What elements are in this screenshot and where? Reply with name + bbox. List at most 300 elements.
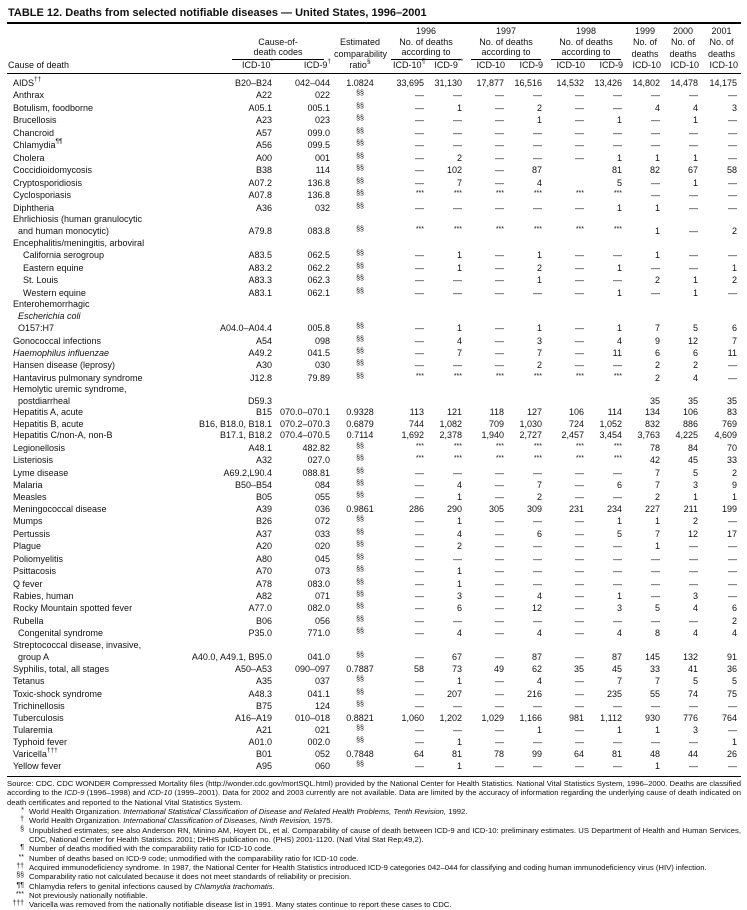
cell-icd9: 083.8 [307,226,330,237]
cell-1998-icd9: 11 [612,347,622,358]
cell-1996-icd10: 58 [413,663,424,674]
cell-1998-icd9: — [613,541,622,552]
cell-1996-icd9: 1,202 [439,712,462,723]
cell-1997-icd9: 2 [536,262,542,273]
cell-1997-icd10: — [495,165,504,176]
cell-1996-icd10: — [415,347,424,358]
cell-1998-icd9: — [613,250,622,261]
footnote-marker: §§ [356,115,364,123]
cell-icd9: 056 [314,615,330,626]
cell-comparability-ratio [334,590,386,602]
footnote-marker: † [20,816,24,824]
cell-icd9: 082.0 [307,603,330,614]
deaths-1997-line1: No. of deaths [479,36,533,47]
cell-1996-icd10: — [415,492,424,503]
cell-icd9: 099.0 [307,127,330,138]
cell-1996-icd10: — [415,90,424,101]
cell-1996-icd10: — [415,250,424,261]
cell-1998-icd10: — [575,479,584,490]
cell-1996-icd9: 1 [456,737,462,748]
cell-icd9: 033 [314,528,330,539]
cell-1996-icd10: — [415,102,424,113]
footnote: ¶¶ Chlamydia refers to genital infections caused by Chlamydia trachomatis. [7,882,741,891]
cell-1998-icd9 [588,238,626,249]
cell-1999: 14,802 [632,78,660,88]
cell-1998-icd10: — [575,566,584,577]
cell-1998-icd10: — [575,467,584,478]
table-row [7,749,741,760]
cell-1998-icd9: 114 [607,407,622,418]
cell-label: Listeriosis [13,455,54,466]
cell-label: Anthrax [13,90,45,101]
cell-1997-icd10: — [495,725,504,736]
cell-icd9: 070.4–070.5 [279,430,330,441]
cell-1999: 5 [654,603,660,614]
cell-1997-icd10: — [495,701,504,712]
cell-1997-icd9: 6 [536,528,542,539]
cell-1997-icd9 [508,238,546,249]
cell-comparability-ratio [334,724,386,736]
cell-1996-icd10: — [415,467,424,478]
cell-icd10: B20–B24 [234,78,272,88]
cell-1998-icd9: 1 [616,202,622,213]
cell-1998-icd10: — [575,676,584,687]
cell-comparability-ratio [334,491,386,503]
cell-1996-icd9: 1 [456,492,462,503]
footnote-marker: * [21,806,24,814]
header-year-row [7,26,741,37]
cell-2001: — [728,578,737,589]
cell-1997-icd9 [508,372,546,384]
cell-1999: 145 [644,652,660,663]
cell-icd10: A54 [255,335,272,346]
cell-1999: — [651,566,660,577]
cell-1996-icd10: — [415,628,424,639]
cell-label: Plague [13,541,42,552]
cell-1998-icd9 [588,372,626,384]
footnote-marker: §§ [356,202,364,210]
cell-comparability-ratio [334,322,386,334]
cell-2000: 41 [687,663,698,674]
cell-label: Rubella [13,615,44,626]
cell-1999: — [651,190,660,201]
table-row [7,700,741,712]
cell-icd9: 041.0 [307,652,330,663]
cell-1996-icd10: — [415,566,424,577]
cell-icd9: 001 [314,152,330,163]
cell-2001: — [728,516,737,527]
cell-1996-icd10: 744 [408,418,424,429]
cell-1997-icd9: 16,516 [514,78,542,88]
cell-2000: — [689,226,698,237]
cell-1999: — [651,127,660,138]
cell-1996-icd9: — [453,287,462,298]
footnote-marker: §§ [356,226,364,234]
cell-label: Yellow fever [13,761,62,772]
cell-1998-icd9: 5 [616,528,622,539]
cell-1998-icd9: 13,426 [594,78,622,88]
col-2001-icd10: ICD-10 [702,60,741,74]
cell-1997-icd10: — [495,335,504,346]
cell-1997-icd10: — [495,615,504,626]
cell-1997-icd10 [466,189,508,201]
cell-1999: — [651,553,660,564]
cell-icd10: A07.2 [248,177,272,188]
cell-1997-icd10: — [495,347,504,358]
cell-label: Ehrlichiosis (human granulocytic [13,213,143,224]
cell-1998-icd10: — [575,541,584,552]
cell-1997-icd9: — [533,701,542,712]
table-row [7,688,741,700]
table-row [7,479,741,491]
cell-1998-icd9: 6 [616,479,622,490]
cell-label: Gonococcal infections [13,335,102,346]
cell-icd10: A36 [255,202,272,213]
cell-comparability-ratio [334,515,386,527]
cell-1999: 1 [654,725,660,736]
cell-label: Trichinellosis [13,701,65,712]
cell-1998-icd9: 87 [611,652,622,663]
footnote-marker: §§ [356,737,364,745]
cell-label: Rocky Mountain spotted fever [13,603,133,614]
cell-label: Botulism, foodborne [13,102,94,113]
cell-1996-icd9: 7 [456,347,462,358]
cell-1996-icd10: — [415,127,424,138]
footnote: § Unpublished estimates; see also Anderson RN, Minino AM, Hoyert DL, et al. Comparability of cause of death between ICD-9 and ICD-10: preliminary estimates. US Department of Health and Human Services, CDC, National Center for Health Statistics. 2001; DHHS publication no. (PHS) 2001-1120. (Natl Vital Stat Rep;49,2). [7,826,741,845]
cell-2001: — [728,250,737,261]
cell-icd9: 060 [314,761,330,772]
cell-2001: 91 [726,652,737,663]
cell-1997-icd9: 2 [536,492,542,503]
cell-2001: — [728,725,737,736]
cell-comparability-ratio [334,238,386,249]
cell-2000: 45 [687,455,698,466]
cell-icd10: A70 [255,566,272,577]
cell-comparability-ratio: 0.9328 [346,407,374,418]
cell-comparability-ratio [334,528,386,540]
cell-1996-icd10: 64 [413,748,424,759]
cell-2001: — [728,140,737,151]
cell-2000: 4,225 [675,430,698,441]
cell-icd9: 041.1 [307,688,330,699]
cell-1996-icd9: — [453,115,462,126]
table-row [7,578,741,590]
cell-2000: 3 [692,725,698,736]
cell-1999: 9 [654,335,660,346]
cell-icd9: 072 [314,516,330,527]
cell-label: Western equine [23,287,86,298]
cell-comparability-ratio [334,615,386,627]
cell-1998-icd9: 4 [616,335,622,346]
cell-1997-icd10 [466,454,508,466]
table-row [7,528,741,540]
cell-label: Legionellosis [13,442,66,453]
cell-1998-icd10: — [575,90,584,101]
footnote: †† Acquired immunodeficiency syndrome. In 1987, the National Center for Health Statistics introduced ICD-9 categories 042–044 for classifying and coding human immunodeficiency virus (HIV) infection. [7,863,741,872]
cell-2001: — [728,372,737,383]
cell-2000: — [689,262,698,273]
codes-group-line2: death codes [232,47,324,60]
table-row [7,164,741,176]
year-2001: 2001 [711,26,732,36]
cell-comparability-ratio [334,651,386,663]
header-column-row [7,60,741,74]
cell-1998-icd10 [546,372,588,384]
cell-1998-icd9 [588,225,626,237]
footnote: ¶ Number of deaths modified with the comparability ratio for ICD-10 code. [7,844,741,853]
cell-icd10: A39 [255,503,272,514]
cell-1997-icd9: 2 [536,102,542,113]
cell-1998-icd10: — [575,725,584,736]
cell-2001: 2 [731,615,737,626]
cell-icd9: 005.8 [307,323,330,334]
footnote-marker: §§ [356,90,364,98]
ratio-header: ratio§ [334,60,386,74]
cell-1996-icd10: — [415,323,424,334]
cell-icd10: B26 [255,516,272,527]
cell-1999: 1 [654,516,660,527]
cell-1996-icd10 [386,189,428,201]
cell-1998-icd10 [546,442,588,454]
table-row [7,407,741,418]
year-2000: 2000 [672,26,694,36]
deaths-2000-line1: No. of [670,36,695,47]
cell-1996-icd9: — [453,90,462,101]
cell-icd10: A95 [255,761,272,772]
cell-icd9: 062.1 [307,287,330,298]
cell-2000 [664,238,702,249]
cell-2000: 1 [692,115,698,126]
table-row [7,127,741,139]
deaths-1999-line1: No. of [632,36,657,47]
footnote-marker: *** [533,372,542,380]
footnote-marker: *** [453,372,462,380]
cell-1997-icd10: — [495,528,504,539]
table-row [7,396,741,407]
cell-2001: — [728,566,737,577]
cell-2001: 83 [726,407,737,418]
cell-2001 [702,238,741,249]
cell-label: postdiarrheal [18,395,71,406]
cell-label: Chlamydia¶¶ [13,138,63,151]
cell-icd9 [276,238,334,249]
cell-1997-icd9: — [533,553,542,564]
cell-1998-icd10: — [575,275,584,286]
cell-1998-icd9: — [613,615,622,626]
table-row-label-line [7,299,741,310]
cell-1996-icd9: 3 [456,591,462,602]
cell-icd10: A32 [255,455,272,466]
cell-comparability-ratio [334,627,386,639]
cell-label: Tularemia [13,725,53,736]
cell-1996-icd9: 1 [456,566,462,577]
header-group-row-2 [7,47,741,60]
footnote-marker: *** [453,190,462,198]
cell-2001: 6 [731,603,737,614]
cell-icd10 [222,238,276,249]
cell-1996-icd9: — [453,615,462,626]
cell-2001: 6 [731,323,737,334]
cell-1997-icd10: — [495,479,504,490]
cell-label: Hepatitis A, acute [13,407,84,418]
cell-2000: 44 [687,748,698,759]
cell-2000: 106 [682,407,698,418]
cell-1996-icd9: 1 [456,578,462,589]
cell-icd10: A30 [255,360,272,371]
cell-label: Brucellosis [13,115,57,126]
cell-1997-icd9: — [533,566,542,577]
cell-1996-icd9: 1 [456,516,462,527]
cell-1997-icd9: — [533,152,542,163]
cell-1996-icd9: 67 [451,652,462,663]
cell-1996-icd10: — [415,591,424,602]
cell-2000: 1 [692,275,698,286]
footnote-marker: §§ [356,725,364,733]
cell-label: Chancroid [13,127,55,138]
cell-1998-icd10: 231 [568,503,584,514]
footnote-marker: §§ [356,250,364,258]
cell-comparability-ratio [334,602,386,614]
cell-comparability-ratio: 0.7114 [346,430,374,441]
footnote-marker: *** [495,372,504,380]
cell-label: Hantavirus pulmonary syndrome [13,372,143,383]
cell-1998-icd9: 3 [616,603,622,614]
cell-icd10: A35 [255,676,272,687]
cell-comparability-ratio [334,287,386,299]
deaths-2001-line1: No. of [709,36,734,47]
cell-icd10: A57 [255,127,272,138]
cell-1997-icd10: — [495,492,504,503]
footnote-marker: §§ [356,676,364,684]
cell-1998-icd10: — [575,492,584,503]
table-row [7,189,741,201]
cell-2000: 211 [683,503,698,514]
cell-1999: — [651,262,660,273]
footnote-marker: ¶¶ [16,881,24,889]
cell-1999: 2 [654,360,660,371]
cell-label: Malaria [13,479,43,490]
table-body [7,74,741,773]
cell-label: St. Louis [23,275,59,286]
cell-1999: — [651,701,660,712]
footnote-marker: §§ [356,467,364,475]
table-row [7,664,741,675]
cell-1998-icd10: — [575,347,584,358]
cell-comparability-ratio [334,114,386,126]
cell-1999: 42 [649,455,660,466]
cell-1998-icd9: 234 [606,503,622,514]
cell-icd10: B38 [255,165,272,176]
footnote-marker: §§ [356,372,364,380]
deaths-1996-line1: No. of deaths [399,36,453,47]
footnote-marker: †† [16,862,24,870]
cell-1999: 227 [644,503,660,514]
cell-1997-icd9: 1,166 [519,712,542,723]
footnote-marker: ¶ [20,844,24,852]
col-1997-icd9: ICD-9 [508,60,546,74]
cell-1996-icd10: — [415,165,424,176]
cell-2001: — [728,177,737,188]
cell-1998-icd9: — [613,566,622,577]
footnote-marker: *** [415,372,424,380]
table-row [7,347,741,359]
cell-1997-icd9: — [533,516,542,527]
cell-1996-icd9: 1 [456,262,462,273]
cell-1997-icd10: — [495,115,504,126]
cell-1998-icd10: — [575,262,584,273]
cell-1996-icd10 [386,225,428,237]
cell-icd10: A83.2 [248,262,272,273]
footnote-marker: *** [415,226,424,234]
cell-1997-icd9: 1 [536,323,542,334]
cell-1998-icd10: — [575,528,584,539]
cell-1998-icd9: 1 [616,152,622,163]
cell-1999: — [651,615,660,626]
footnote: ** Number of deaths based on ICD-9 code; unmodified with the comparability ratio for ICD-10 code. [7,854,741,863]
footnote-marker: §§ [356,553,364,561]
cell-2001: 11 [727,347,737,358]
table-row [7,152,741,164]
cell-2001: 4 [731,628,737,639]
table-row [7,372,741,384]
cell-comparability-ratio [334,262,386,274]
cell-1996-icd9: 2 [456,152,462,163]
cell-1999: 4 [654,102,660,113]
cell-2001: 764 [721,712,737,723]
cell-2001: 3 [731,102,737,113]
cell-2000: 4 [692,102,698,113]
cell-1999: 2 [654,492,660,503]
cell-1998-icd10: 64 [573,748,584,759]
table-row [7,430,741,441]
cell-1997-icd9: 12 [531,603,542,614]
cell-1998-icd9 [588,454,626,466]
footnote-marker: §§ [356,347,364,355]
cell-icd9: 062.3 [307,275,330,286]
cell-label: Poliomyelitis [13,553,64,564]
cell-icd10: P35.0 [248,628,272,639]
cell-2000: 132 [682,652,698,663]
cell-icd10: A83.1 [248,287,272,298]
cell-2000: 1 [692,287,698,298]
footnote-marker: §§ [356,177,364,185]
cell-1998-icd10: — [575,615,584,626]
footnote: *** Not previously nationally notifiable. [7,891,741,900]
cell-comparability-ratio [334,553,386,565]
cell-1997-icd10: — [495,467,504,478]
cell-2001: 1 [731,737,737,748]
table-row [7,675,741,687]
cell-1998-icd9: 235 [606,688,622,699]
footnote-marker: §§ [356,127,364,135]
cell-1997-icd10: 78 [493,748,504,759]
cell-1997-icd9: — [533,140,542,151]
year-1998: 1998 [575,26,597,36]
cell-label: Haemophilus influenzae [13,347,110,358]
table-row [7,736,741,748]
footnote-marker: §§ [356,152,364,160]
cell-comparability-ratio [334,359,386,371]
table-row [7,651,741,663]
footnote-marker: §§ [356,190,364,198]
cell-1997-icd9: 7 [536,347,542,358]
cell-1996-icd10: 286 [408,503,424,514]
cell-comparability-ratio [334,467,386,479]
cell-1998-icd10: — [575,140,584,151]
cell-1997-icd9: 62 [531,663,542,674]
cell-icd10: B05 [255,492,272,503]
cell-2000: — [689,250,698,261]
